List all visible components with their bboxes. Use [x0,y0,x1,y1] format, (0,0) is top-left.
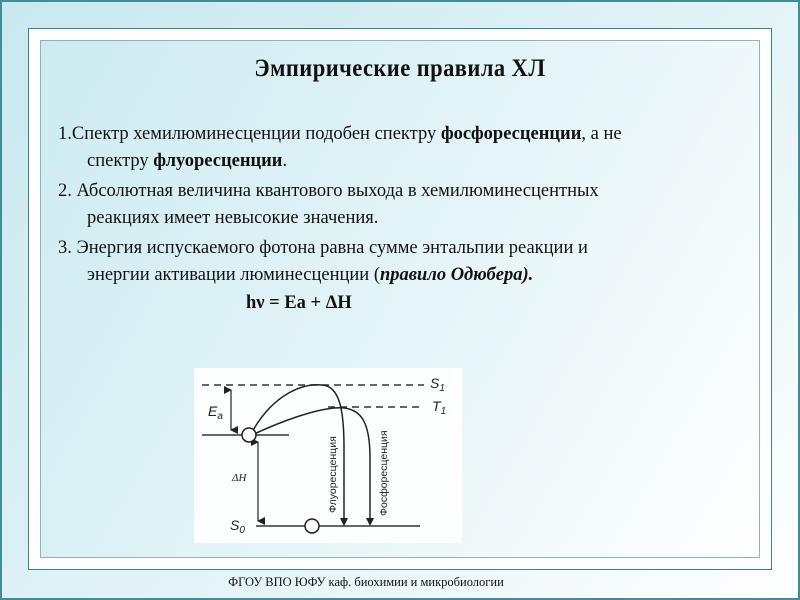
product-circle [305,519,319,533]
rule-1-line-2-text: спектру [87,151,154,171]
rule-1-text: 1.Спектр хемилюминесценции подобен спектру [58,124,441,144]
slide-title: Эмпирические правила ХЛ [254,55,546,82]
odjuber-rule-label: правило Одюбера). [379,265,534,285]
svg-text:S1: $S_1$ [430,375,445,394]
svg-text:Ea: $E_a$ [208,403,223,422]
rule-3-line-2-text: энергии активации люминесценции ( [87,265,380,285]
rule-1 [58,121,748,175]
formula: hν = Ea + ΔH [246,293,352,313]
energy-diagram-svg [194,368,462,543]
svg-text:T1: $T_1$ [432,398,447,417]
rule-2-line-1: 2. Абсолютная величина квантового выхода в хемилюминесцентных [58,181,599,201]
rule-3-line-1: 3. Энергия испускаемого фотона равна сумме энтальпии реакции и [58,238,588,258]
rule-2 [58,178,748,232]
svg-text:S0: $S_0$ [230,517,245,536]
rule-1-text-end: , а не [581,124,622,144]
energy-level-diagram [194,368,462,543]
rule-1-bold-fluorescence: флуоресценции [153,151,283,171]
rule-1-bold-phosphorescence: фосфоресценции [440,124,582,144]
svg-text:Фосфоресценция: Фосфоресценция [378,430,390,516]
phosphorescence-path [252,408,370,520]
rule-3-line-2 [58,262,748,289]
rule-3 [58,235,748,289]
reactant-circle [242,428,256,442]
rule-1-line-2-end: . [282,151,288,171]
svg-text:Флуоресценция: Флуоресценция [327,436,339,513]
svg-text:ΔH: ΔH [232,472,247,484]
rule-2-line-2: реакциях имеет невысокие значения. [87,208,379,228]
footer-text: ФГОУ ВПО ЮФУ каф. биохимии и микробиологии [228,575,504,589]
rule-1-line-2 [58,148,748,175]
footer [0,575,800,590]
